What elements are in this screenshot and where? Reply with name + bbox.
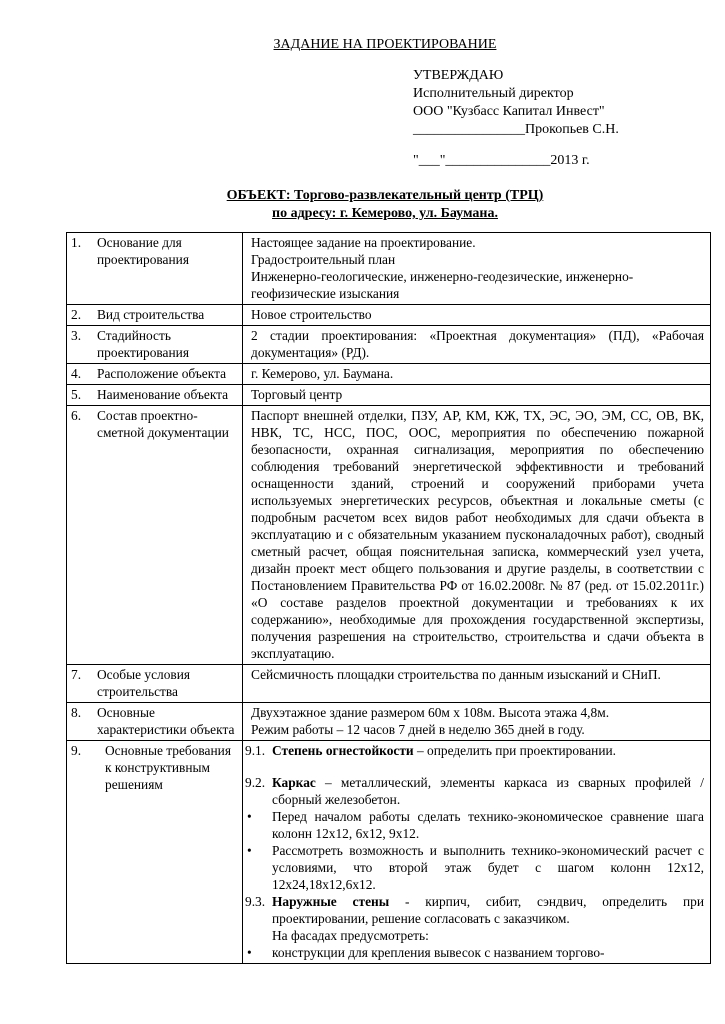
row-line: Инженерно-геологические, инженерно-геодезические, инженерно-геофизические изыскания — [251, 269, 634, 301]
row-label: Основные требования к конструктивным решениям — [105, 743, 231, 792]
row-content: Паспорт внешней отделки, ПЗУ, АР, КМ, КЖ, ТХ, ЭС, ЭО, ЭМ, СС, ОВ, ВК, НВК, ТС, НСС, ПОС, ООС, мероприятия по обеспечению пожарной безопасности, охранная сигнализация, мероприятия по обеспечению соблюдения требований энергетической эффективности и требований оснащенности зданий, строений и сооружений приборами учета используемых энергетических ресурсов, объектная и локальные сметы (с подробным расчетом всех видов работ необходимых для сдачи объекта в эксплуатацию и с обязательным указанием пусконаладочных работ), сводный сметный расчет, общая пояснительная записка, коммерческий узел учета, дизайн проект мест общего пользования и другие разделы, в соответствии с Постановлением Правительства РФ от 16.02.2008г. № 87 (ред. от 15.02.2011г.) «О составе разделов проектной документации и требованиях к их содержанию», необходимые для прохождения государственной экспертизы, получения разрешения на строительство, строительства и сдачи объекта в эксплуатацию. — [243, 406, 711, 665]
row-number: 4. — [71, 366, 82, 381]
row-number: 2. — [71, 307, 82, 322]
row-content: Торговый центр — [243, 385, 711, 406]
approval-block — [413, 67, 619, 139]
table-row — [67, 385, 711, 406]
row-number: 3. — [71, 328, 82, 343]
row-number: 1. — [71, 235, 82, 250]
row-line: Градостроительный план — [251, 252, 396, 267]
bullet-icon: • — [247, 843, 252, 858]
requirements-table — [66, 232, 711, 964]
row-content: Новое строительство — [243, 305, 711, 326]
row-label: Наименование объекта — [97, 387, 229, 402]
approval-date: "___"_______________2013 г. — [413, 153, 590, 168]
subsection-heading: Наружные стены — [272, 894, 390, 909]
list-item: • Перед началом работы сделать технико-экономическое сравнение шага колонн 12х12, 6х12, 9х12. — [247, 809, 704, 841]
row-label: Основание для проектирования — [97, 235, 189, 267]
list-item: • Рассмотреть возможность и выполнить технико-экономический расчет с условиями, что второй этаж будет с шагом колонн 12х12, 12х24,18х12,6х12. — [247, 843, 704, 892]
document-title: ЗАДАНИЕ НА ПРОЕКТИРОВАНИЕ — [273, 37, 497, 52]
row-label: Состав проектно-сметной документации — [97, 408, 229, 440]
subsection-text: – металлический, элементы каркаса из сварных профилей /сборный железобетон. — [272, 775, 704, 807]
subsection-text: – определить при проектировании. — [413, 743, 616, 758]
row-content — [243, 741, 711, 964]
table-row — [67, 364, 711, 385]
row-number: 8. — [71, 705, 82, 720]
row-content: 2 стадии проектирования: «Проектная документация» (ПД), «Рабочая документация» (РД). — [243, 326, 711, 364]
approval-position: Исполнительный директор — [413, 86, 574, 101]
object-title: ОБЪЕКТ: Торгово-развлекательный центр (ТРЦ) — [226, 188, 544, 203]
row-content: Сейсмичность площадки строительства по данным изысканий и СНиП. — [243, 665, 711, 703]
row-number: 9. — [71, 743, 82, 758]
row-number: 7. — [71, 667, 82, 682]
approval-company: ООО "Кузбасс Капитал Инвест" — [413, 104, 605, 119]
table-row — [67, 233, 711, 305]
subsection-text: - кирпич, сибит, сэндвич, определить при проектировании, решение согласовать с заказчиком. — [272, 894, 704, 926]
bullet-icon: • — [247, 809, 252, 824]
row-label: Расположение объекта — [97, 366, 227, 381]
table-row — [67, 326, 711, 364]
table-row — [67, 665, 711, 703]
bullet-icon: • — [247, 945, 252, 960]
subsection-frame — [245, 774, 704, 808]
row-label: Особые условия строительства — [97, 667, 191, 699]
subsection-fire-resistance — [245, 742, 704, 759]
row-line: Двухэтажное здание размером 60м х 108м. Высота этажа 4,8м. — [251, 705, 610, 720]
table-row — [67, 406, 711, 665]
row-content: г. Кемерово, ул. Баумана. — [243, 364, 711, 385]
row-number: 6. — [71, 408, 82, 423]
table-row — [67, 741, 711, 964]
row-content — [243, 703, 711, 741]
table-row — [67, 305, 711, 326]
row-label: Вид строительства — [97, 307, 205, 322]
approval-heading: УТВЕРЖДАЮ — [413, 68, 504, 83]
subsection-heading: Степень огнестойкости — [272, 743, 414, 758]
approval-signature: ________________Прокопьев С.Н. — [413, 122, 619, 137]
row-number: 5. — [71, 387, 82, 402]
subsection-number: 9.1. — [245, 743, 266, 758]
subsection-number: 9.3. — [245, 894, 266, 909]
subsection-exterior-walls — [245, 893, 704, 927]
row-label: Основные характеристики объекта — [97, 705, 235, 737]
subsection-heading: Каркас — [272, 775, 316, 790]
row-line: Настоящее задание на проектирование. — [251, 235, 476, 250]
row-label: Стадийность проектирования — [97, 328, 189, 360]
object-address: по адресу: г. Кемерово, ул. Баумана. — [272, 206, 498, 221]
table-row — [67, 703, 711, 741]
row-line: Режим работы – 12 часов 7 дней в неделю 365 дней в году. — [251, 722, 585, 737]
row-content — [243, 233, 711, 305]
list-item: • конструкции для крепления вывесок с названием торгово- — [247, 945, 605, 960]
subsection-number: 9.2. — [245, 775, 266, 790]
subsection-note: На фасадах предусмотреть: — [272, 928, 429, 943]
